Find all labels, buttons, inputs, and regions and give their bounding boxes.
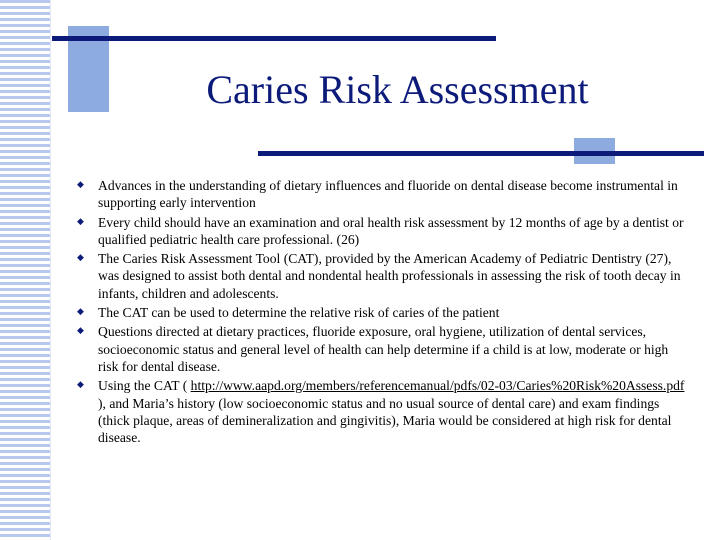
diamond-bullet-icon: ◆ [77,216,84,227]
decorative-stripes [0,0,50,540]
diamond-bullet-icon: ◆ [77,253,84,264]
bullet-item [77,177,689,212]
bullet-text: The Caries Risk Assessment Tool (CAT), provided by the American Academy of Pediatric Dentistry (27), was designed to assist both dental and nondental health professionals in assessing the risk of tooth decay in infants, children and adolescents. [98,251,681,301]
decorative-bar-bottom [258,151,704,156]
diamond-bullet-icon: ◆ [77,326,84,337]
bullet-item [77,214,689,249]
bullet-text-after-link: ), and Maria’s history (low socioeconomic status and no usual source of dental care) and exam findings (thick plaque, areas of demineralization and gingivitis), Maria would be considered at high risk for dental disease. [98,395,672,446]
slide-title: Caries Risk Assessment [206,67,589,112]
bullet-text: Every child should have an examination and oral health risk assessment by 12 months of age by a dentist or qualified pediatric health care professional. (26) [98,214,684,247]
bullet-item [77,323,689,375]
bullet-item [77,304,689,321]
decorative-bar-top [52,36,496,41]
bullet-text: The CAT can be used to determine the relative risk of caries of the patient [98,305,500,321]
diamond-bullet-icon: ◆ [77,380,84,391]
cat-reference-link[interactable]: http://www.aapd.org/members/referencemanual/pdfs/02-03/Caries%20Risk%20Assess.pdf [190,378,685,394]
bullet-item [77,377,689,446]
bullet-text: Questions directed at dietary practices, fluoride exposure, oral hygiene, utilization of dental services, socioeconomic status and general level of health can help determine if a child is at low, moderate or high risk for dental disease. [98,324,669,374]
stripes-edge-line [50,0,51,540]
bullet-text-before-link: Using the CAT ( [98,378,191,394]
bullet-list [77,177,689,448]
diamond-bullet-icon: ◆ [77,307,84,318]
bullet-item [77,250,689,302]
bullet-text: Advances in the understanding of dietary influences and fluoride on dental disease become instrumental in supporting early intervention [98,178,678,211]
diamond-bullet-icon: ◆ [77,180,84,190]
